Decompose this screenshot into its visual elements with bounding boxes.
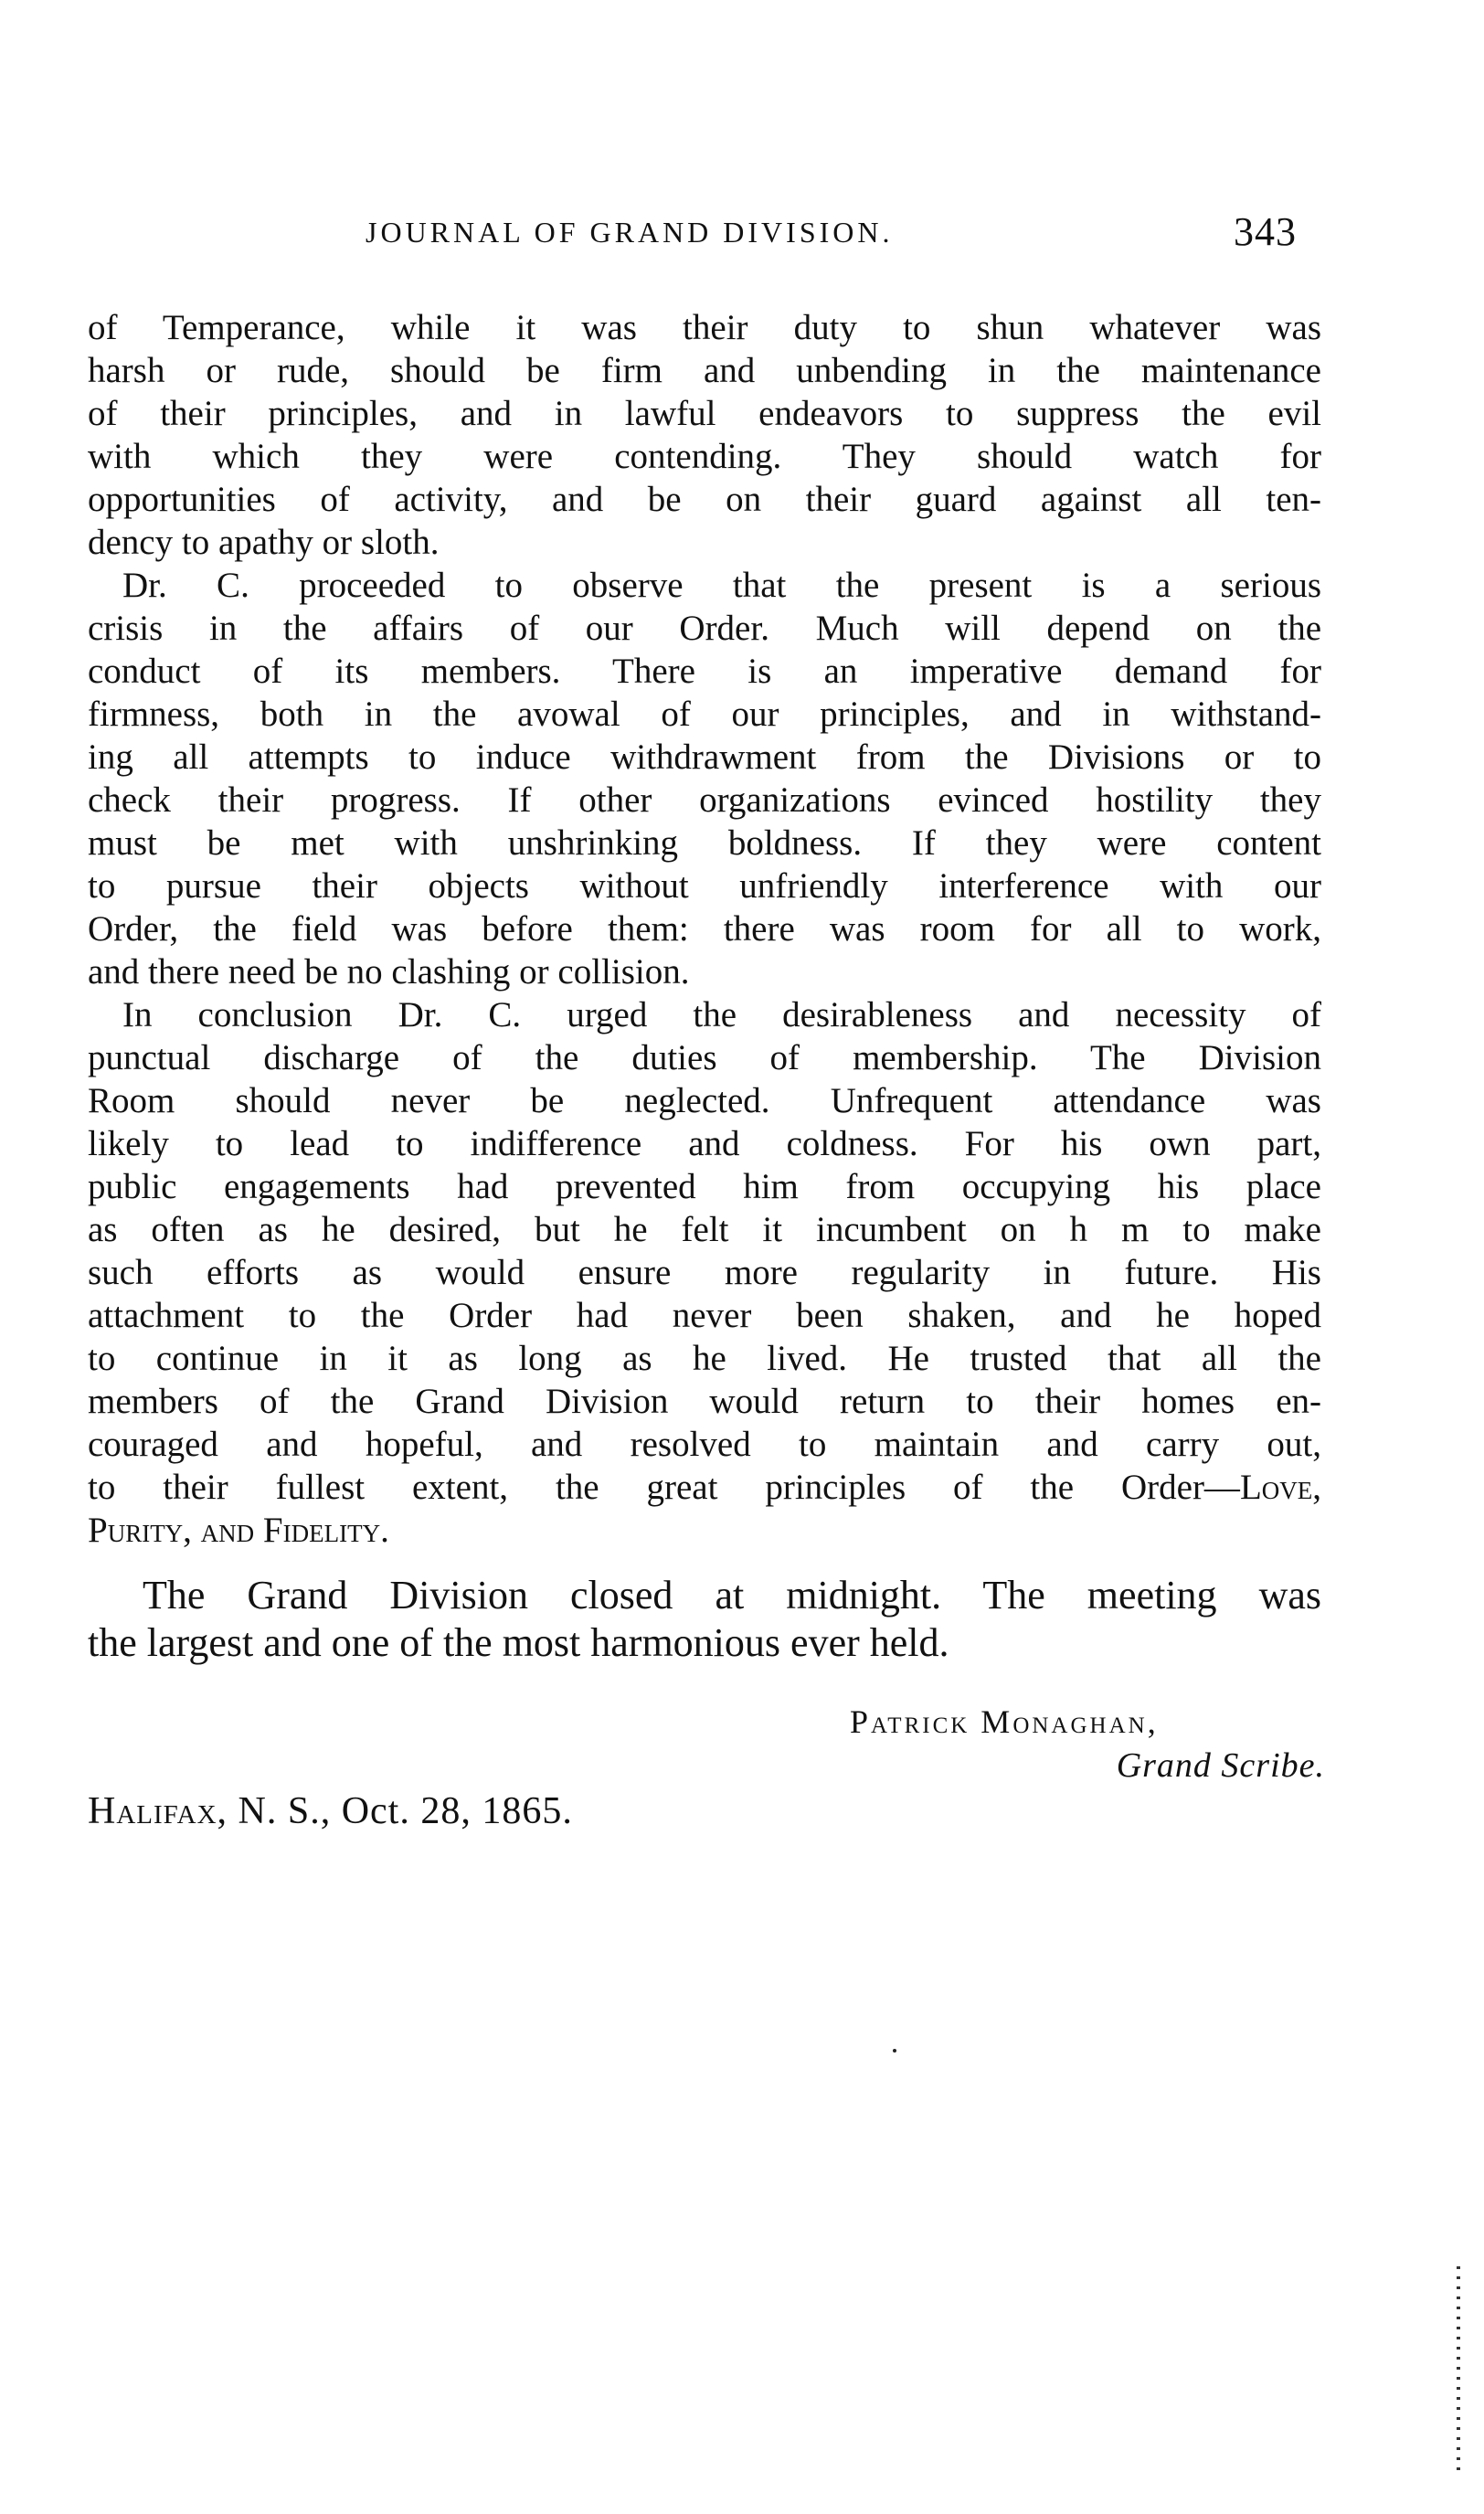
running-header [0, 208, 1484, 254]
dateline [88, 1789, 573, 1833]
text-line: Purity, and Fidelity. [88, 1511, 389, 1550]
text-line: attachment to the Order had never been shaken, and he hoped [88, 1296, 1321, 1335]
text-line: and there need be no clashing or collision. [88, 952, 690, 992]
small-caps-text: Love, [1239, 1468, 1321, 1507]
text-line: Room should never be neglected. Unfrequent attendance was [88, 1081, 1321, 1120]
paragraph-3 [88, 993, 1321, 1552]
text-line: Dr. C. proceeded to observe that the present is a serious [122, 566, 1321, 605]
dateline-place: Halifax, [88, 1790, 228, 1832]
text-line: punctual discharge of the duties of membership. The Division [88, 1038, 1321, 1077]
scan-edge-mark [1457, 2266, 1460, 2477]
text-line: couraged and hopeful, and resolved to maintain and carry out, [88, 1425, 1321, 1464]
text-line: firmness, both in the avowal of our principles, and in withstand- [88, 695, 1321, 734]
running-title: JOURNAL OF GRAND DIVISION. [366, 216, 894, 249]
paragraph-2 [88, 564, 1321, 993]
text-line: to pursue their objects without unfriendly interference with our [88, 866, 1321, 906]
page-number: 343 [1234, 209, 1297, 254]
text-line: the largest and one of the most harmonious ever held. [88, 1620, 949, 1665]
text-line: The Grand Division closed at midnight. The meeting was [143, 1573, 1321, 1618]
text-line: members of the Grand Division would return to their homes en- [88, 1382, 1321, 1421]
text-line: of their principles, and in lawful endeavors to suppress the evil [88, 394, 1321, 433]
text-line: conduct of its members. There is an imperative demand for [88, 652, 1321, 691]
paragraph-1 [88, 306, 1321, 564]
text-line: likely to lead to indifference and coldness. For his own part, [88, 1124, 1321, 1163]
signatory-title: Grand Scribe. [1116, 1746, 1325, 1785]
signatory-name: Patrick Monaghan, [850, 1703, 1159, 1740]
ink-speck [893, 2049, 896, 2053]
text-line: with which they were contending. They should watch for [88, 437, 1321, 476]
text-line: check their progress. If other organizations evinced hostility they [88, 780, 1321, 820]
text-segment: to their fullest extent, the great principles of the Order— [88, 1468, 1240, 1507]
text-line [88, 1466, 1321, 1509]
text-line: In conclusion Dr. C. urged the desirableness and necessity of [122, 995, 1321, 1034]
text-line: as often as he desired, but he felt it incumbent on h m to make [88, 1210, 1321, 1249]
text-line: of Temperance, while it was their duty to shun whatever was [88, 308, 1321, 347]
dateline-date: N. S., Oct. 28, 1865. [228, 1790, 573, 1832]
text-line: crisis in the affairs of our Order. Much will depend on the [88, 609, 1321, 648]
text-line: to continue in it as long as he lived. He trusted that all the [88, 1339, 1321, 1378]
text-line: must be met with unshrinking boldness. If they were content [88, 823, 1321, 863]
text-line: harsh or rude, should be firm and unbending in the maintenance [88, 351, 1321, 390]
body-text [88, 306, 1321, 1552]
signature-block [850, 1700, 1325, 1787]
text-line: opportunities of activity, and be on their guard against all ten- [88, 480, 1321, 519]
closing-paragraph [88, 1572, 1321, 1667]
text-line: dency to apathy or sloth. [88, 523, 440, 562]
text-line: public engagements had prevented him from occupying his place [88, 1167, 1321, 1206]
text-line: ing all attempts to induce withdrawment from the Divisions or to [88, 737, 1321, 777]
text-line: Order, the field was before them: there was room for all to work, [88, 909, 1321, 949]
text-line: such efforts as would ensure more regularity in future. His [88, 1253, 1321, 1292]
